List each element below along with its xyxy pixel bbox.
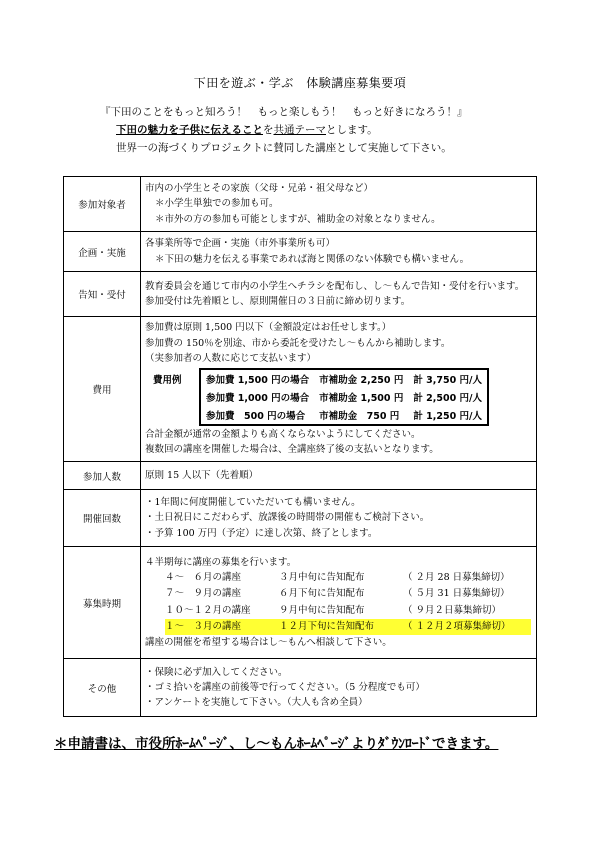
row-label: 参加人数 bbox=[64, 462, 141, 490]
text-line: （実参加者の人数に応じて支払います） bbox=[145, 352, 317, 364]
deadline: （ ２月 28 日募集締切） bbox=[403, 572, 510, 584]
table-row bbox=[64, 547, 537, 659]
text-line: 各事業所等で企画・実施（市外事業所も可） bbox=[145, 238, 336, 250]
deadline: （ ５月 31 日募集締切） bbox=[403, 588, 510, 600]
fee-example-table bbox=[199, 368, 489, 426]
fee-row bbox=[200, 406, 488, 425]
table-row bbox=[64, 232, 537, 272]
row-label: その他 bbox=[64, 659, 141, 717]
fee-cell: 参加費 1,000 円の場合 bbox=[206, 393, 310, 405]
text-line: 参加費の 150％を別途、市から委託を受けたし～もんから補助します。 bbox=[145, 337, 451, 349]
text-line: ・ゴミ拾いを講座の前後等で行ってください。（5 分程度でも可） bbox=[145, 681, 425, 693]
text-line: ４半期毎に講座の募集を行います。 bbox=[145, 556, 297, 568]
notice-timing: ９月中旬に告知配布 bbox=[279, 604, 365, 616]
course-period: ７～ ９月の講座 bbox=[165, 588, 242, 600]
row-content bbox=[141, 232, 537, 272]
text-line: 複数回の講座を開催した場合は、全講座終了後の支払いとなります。 bbox=[145, 444, 439, 456]
course-period: １～ ３月の講座 bbox=[165, 620, 242, 632]
row-content bbox=[141, 659, 537, 717]
schedule-row bbox=[145, 570, 531, 586]
total-cell: 計 3,750 円/人 bbox=[413, 375, 482, 387]
notice-timing: ６月下旬に告知配布 bbox=[279, 588, 365, 600]
text-line: ・保険に必ず加入してください。 bbox=[145, 666, 288, 678]
text-line: ・土日祝日にこだわらず、放課後の時間帯の開催もご検討下さい。 bbox=[145, 512, 430, 524]
table-row bbox=[64, 490, 537, 547]
row-label: 開催回数 bbox=[64, 490, 141, 547]
theme-bold: 下田の魅力を子供に伝えること bbox=[116, 124, 263, 136]
schedule-row-highlighted bbox=[165, 619, 531, 635]
theme-end: とします。 bbox=[326, 124, 378, 136]
download-notice: ＊申請書は、市役所ﾎｰﾑﾍﾟｰｼﾞ、し～もんﾎｰﾑﾍﾟｰｼﾞよりﾀﾞｳﾝﾛｰﾄﾞできます。 bbox=[54, 736, 499, 752]
fee-cell: 参加費 1,500 円の場合 bbox=[206, 375, 310, 387]
text-line: 市内の小学生とその家族（父母・兄弟・祖父母など） bbox=[145, 183, 374, 195]
course-period: １０～１２月の講座 bbox=[165, 604, 251, 616]
total-cell: 計 2,500 円/人 bbox=[413, 393, 482, 405]
text-line: 参加費は原則 1,500 円以下（金額設定はお任せします。） bbox=[145, 322, 392, 334]
theme-mid: を bbox=[263, 124, 274, 136]
row-content bbox=[141, 317, 537, 462]
row-content bbox=[141, 272, 537, 317]
text-line: 講座の開催を希望する場合はし～もんへ相談して下さい。 bbox=[145, 636, 392, 648]
course-period: ４～ ６月の講座 bbox=[165, 572, 242, 584]
row-label: 企画・実施 bbox=[64, 232, 141, 272]
row-label: 募集時期 bbox=[64, 547, 141, 659]
row-content bbox=[141, 490, 537, 547]
theme-underline: 共通テーマ bbox=[273, 124, 326, 136]
subsidy-cell: 市補助金 1,500 円 bbox=[319, 393, 404, 405]
fee-row bbox=[200, 369, 488, 388]
text-line: ・アンケートを実施して下さい。（大人も含め全員） bbox=[145, 697, 368, 709]
row-content bbox=[141, 462, 537, 490]
notice-timing: ３月中旬に告知配布 bbox=[279, 572, 365, 584]
total-cell: 計 1,250 円/人 bbox=[413, 411, 482, 423]
fee-example bbox=[145, 368, 531, 426]
table-row bbox=[64, 317, 537, 462]
fee-example-label: 費用例 bbox=[153, 375, 182, 387]
text-line: ＊市外の方の参加も可能としますが、補助金の対象となりません。 bbox=[155, 213, 441, 225]
fee-row bbox=[200, 388, 488, 406]
row-content bbox=[141, 177, 537, 232]
theme-line bbox=[116, 122, 586, 137]
text-line: ・1年間に何度開催していただいても構いません。 bbox=[145, 497, 361, 509]
text-line: ＊下田の魅力を伝える事業であれば海と関係のない体験でも構いません。 bbox=[155, 253, 470, 265]
deadline: （ ９月２日募集締切） bbox=[403, 604, 502, 616]
text-line: 合計金額が通常の金額よりも高くならないようにしてください。 bbox=[145, 429, 421, 441]
row-label: 参加対象者 bbox=[64, 177, 141, 232]
slogan: 『下田のことをもっと知ろう！ もっと楽しもう！ もっと好きになろう！』 bbox=[100, 106, 468, 118]
subsidy-cell: 市補助金 2,250 円 bbox=[319, 375, 404, 387]
schedule-row bbox=[145, 586, 531, 602]
requirements-table bbox=[63, 176, 537, 717]
table-row bbox=[64, 272, 537, 317]
row-content bbox=[141, 547, 537, 659]
text-line: 教育委員会を通じて市内の小学生へチラシを配布し、し～もんで告知・受付を行います。参加受付は先着順とし、原則開催日の３日前に締め切ります。 bbox=[145, 280, 525, 307]
project-line: 世界一の海づくりプロジェクトに賛同した講座として実施して下さい。 bbox=[116, 142, 452, 154]
row-label: 費用 bbox=[64, 317, 141, 462]
schedule-row bbox=[145, 603, 531, 619]
table-row bbox=[64, 177, 537, 232]
text-line: ＊小学生単独での参加も可。 bbox=[155, 198, 279, 210]
deadline: （ １２月２項募集締切） bbox=[403, 620, 511, 632]
table-row bbox=[64, 659, 537, 717]
subsidy-cell: 市補助金 750 円 bbox=[319, 411, 400, 423]
table-row bbox=[64, 462, 537, 490]
notice-timing: １２月下旬に告知配布 bbox=[279, 620, 375, 632]
row-label: 告知・受付 bbox=[64, 272, 141, 317]
fee-cell: 参加費 500 円の場合 bbox=[206, 411, 306, 423]
text-line: ・予算 100 万円（予定）に達し次第、終了とします。 bbox=[145, 527, 378, 539]
text-line: 原則 15 人以下（先着順） bbox=[145, 469, 259, 481]
document-title: 下田を遊ぶ・学ぶ 体験講座募集要項 bbox=[193, 76, 407, 90]
